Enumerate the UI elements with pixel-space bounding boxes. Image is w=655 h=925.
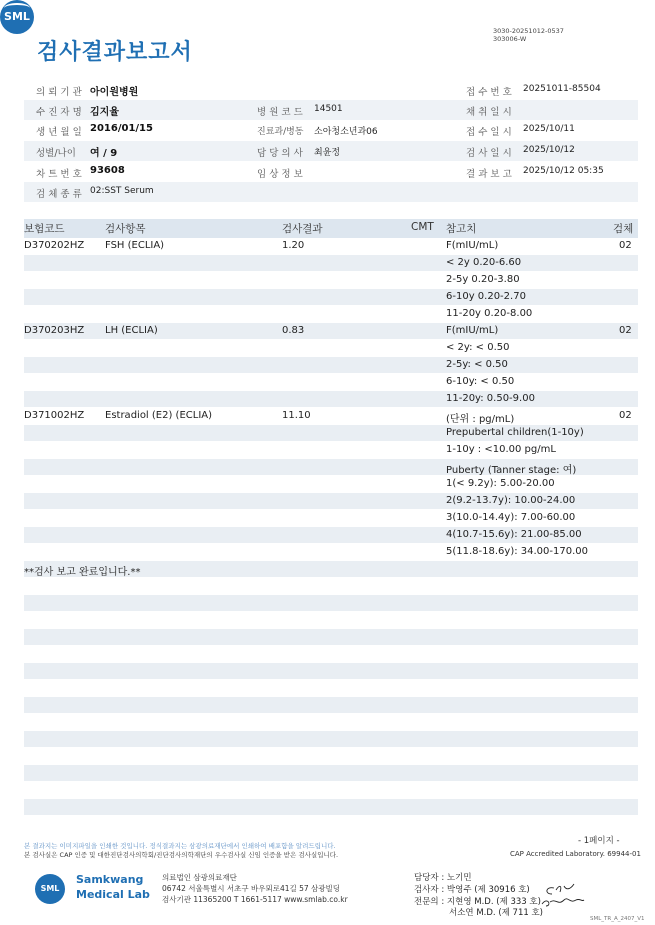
info-row-4 xyxy=(24,141,638,161)
page-number: - 1페이지 - xyxy=(578,836,620,846)
value-department: 소아청소년과06 xyxy=(314,127,378,137)
table-row-stripe xyxy=(24,799,638,815)
header-cmt: CMT xyxy=(411,221,434,233)
header-code: 보험코드 xyxy=(24,223,65,235)
logo-arc-icon xyxy=(4,3,30,13)
label-department: 진료과/병동 xyxy=(257,127,304,137)
sml-logo xyxy=(0,0,34,34)
table-row-stripe xyxy=(24,357,638,373)
cell-reference: 2-5y 0.20-3.80 xyxy=(446,274,520,285)
report-code: 3030-20251012-0537 xyxy=(493,27,564,35)
value-birthdate: 2016/01/15 xyxy=(90,123,153,134)
staff-tester: 검사자 : 박영주 (제 30916 호) xyxy=(414,885,530,895)
footer-notice: 본 결과지는 이미지파일을 인쇄한 것입니다. 정식결과지는 삼광의료재단에서 인쇄하여 배포함을 알려드립니다. xyxy=(24,842,336,850)
cell-reference: 11-20y 0.20-8.00 xyxy=(446,308,533,319)
cell-result: 1.20 xyxy=(282,240,305,251)
staff-manager: 담당자 : 노기민 xyxy=(414,873,472,883)
cell-reference: 6-10y 0.20-2.70 xyxy=(446,291,526,302)
cell-code: **검사 보고 완료입니다.** xyxy=(24,567,141,578)
cell-reference: 1(< 9.2y): 5.00-20.00 xyxy=(446,478,555,489)
label-patient: 수 진 자 명 xyxy=(36,107,82,118)
info-row-3 xyxy=(24,120,638,140)
label-birthdate: 생 년 월 일 xyxy=(36,127,82,138)
table-row-stripe xyxy=(24,595,638,611)
staff-specialist-1: 전문의 : 지현영 M.D. (제 333 호) xyxy=(414,897,541,907)
value-specimen-type: 02:SST Serum xyxy=(90,186,154,196)
cell-reference: F(mIU/mL) xyxy=(446,325,499,336)
cell-reference: < 2y: < 0.50 xyxy=(446,342,510,353)
value-hospital-code: 14501 xyxy=(314,104,343,114)
cell-code: D370202HZ xyxy=(24,240,85,251)
header-reference: 참고치 xyxy=(446,223,477,235)
cell-reference: Puberty (Tanner stage: 여) xyxy=(446,465,577,476)
value-sex-age: 여 / 9 xyxy=(90,148,118,159)
cap-accreditation: CAP Accredited Laboratory. 69944-01 xyxy=(510,850,641,858)
value-receipt-no: 20251011-85504 xyxy=(523,84,601,94)
cell-result: 11.10 xyxy=(282,410,311,421)
value-receipt-date: 2025/10/11 xyxy=(523,124,575,134)
label-doctor: 담 당 의 사 xyxy=(257,148,303,159)
cell-item: LH (ECLIA) xyxy=(105,325,158,336)
foundation-contact: 검사기관 11365200 T 1661-5117 www.smlab.co.kr xyxy=(162,895,348,904)
table-row-stripe xyxy=(24,391,638,407)
value-hospital: 아이원병원 xyxy=(90,87,139,98)
cell-reference: F(mIU/mL) xyxy=(446,240,499,251)
cell-reference: Prepubertal children(1-10y) xyxy=(446,427,584,438)
cell-specimen: 02 xyxy=(619,240,632,251)
value-chart-no: 93608 xyxy=(90,165,125,176)
signature-image xyxy=(540,880,586,910)
label-hospital: 의 뢰 기 관 xyxy=(36,87,82,98)
info-row-6 xyxy=(24,182,638,202)
info-row-2 xyxy=(24,100,638,120)
cell-result: 0.83 xyxy=(282,325,305,336)
footer-sml-logo: SML xyxy=(35,874,65,904)
page-title: 검사결과보고서 xyxy=(37,40,193,65)
label-receipt-no: 접 수 번 호 xyxy=(466,87,512,98)
cell-code: D370203HZ xyxy=(24,325,85,336)
footer-certification: 본 검사실은 CAP 인증 및 대한진단검사의학회/진단검사의학재단의 우수검사실 신임 인증을 받은 검사실입니다. xyxy=(24,851,339,859)
results-table-header xyxy=(24,219,638,238)
cell-reference: 11-20y: 0.50-9.00 xyxy=(446,393,535,404)
label-clinical-info: 임 상 정 보 xyxy=(257,169,303,180)
form-code: 303006-W xyxy=(493,35,527,43)
cell-code: D371002HZ xyxy=(24,410,85,421)
header-specimen: 검체 xyxy=(613,223,634,235)
cell-reference: 5(11.8-18.6y): 34.00-170.00 xyxy=(446,546,588,557)
form-id: SML_TR_A_2407_V1 xyxy=(590,916,645,922)
label-chart-no: 차 트 번 호 xyxy=(36,169,82,180)
table-row-stripe xyxy=(24,697,638,713)
label-test-date: 검 사 일 시 xyxy=(466,148,512,159)
cell-reference: 2(9.2-13.7y): 10.00-24.00 xyxy=(446,495,576,506)
label-hospital-code: 병 원 코 드 xyxy=(257,107,303,118)
foundation-address: 06742 서울특별시 서초구 바우뫼로41길 57 삼광빌딩 xyxy=(162,884,341,893)
foundation-name: 의료법인 삼광의료재단 xyxy=(162,873,237,882)
table-row-stripe xyxy=(24,629,638,645)
header-result: 검사결과 xyxy=(282,223,323,235)
value-patient: 김지율 xyxy=(90,107,119,118)
value-test-date: 2025/10/12 xyxy=(523,145,575,155)
label-receipt-date: 접 수 일 시 xyxy=(466,127,512,138)
brand-name-2: Medical Lab xyxy=(76,888,150,901)
table-row-stripe xyxy=(24,731,638,747)
cell-reference: 3(10.0-14.4y): 7.00-60.00 xyxy=(446,512,576,523)
value-doctor: 최윤정 xyxy=(314,148,341,158)
cell-item: FSH (ECLIA) xyxy=(105,240,165,251)
brand-name-1: Samkwang xyxy=(76,873,144,886)
cell-reference: < 2y 0.20-6.60 xyxy=(446,257,522,268)
cell-reference: 1-10y : <10.00 pg/mL xyxy=(446,444,556,455)
table-row-stripe xyxy=(24,765,638,781)
label-specimen-type: 검 체 종 류 xyxy=(36,189,82,200)
label-sex-age: 성별/나이 xyxy=(36,148,76,159)
staff-specialist-2: 서소연 M.D. (제 711 호) xyxy=(449,908,544,918)
table-row-stripe xyxy=(24,289,638,305)
table-row-stripe xyxy=(24,255,638,271)
info-row-1 xyxy=(24,80,638,100)
table-row-stripe xyxy=(24,663,638,679)
value-result-report: 2025/10/12 05:35 xyxy=(523,166,604,176)
cell-item: Estradiol (E2) (ECLIA) xyxy=(105,410,213,421)
header-item: 검사항목 xyxy=(105,223,146,235)
cell-reference: 4(10.7-15.6y): 21.00-85.00 xyxy=(446,529,582,540)
cell-specimen: 02 xyxy=(619,410,632,421)
info-row-5 xyxy=(24,162,638,182)
logo-text: SML xyxy=(4,10,30,23)
cell-reference: (단위 : pg/mL) xyxy=(446,414,515,425)
label-result-report: 결 과 보 고 xyxy=(466,169,512,180)
cell-specimen: 02 xyxy=(619,325,632,336)
cell-reference: 6-10y: < 0.50 xyxy=(446,376,515,387)
cell-reference: 2-5y: < 0.50 xyxy=(446,359,508,370)
label-collection-time: 채 취 일 시 xyxy=(466,107,512,118)
